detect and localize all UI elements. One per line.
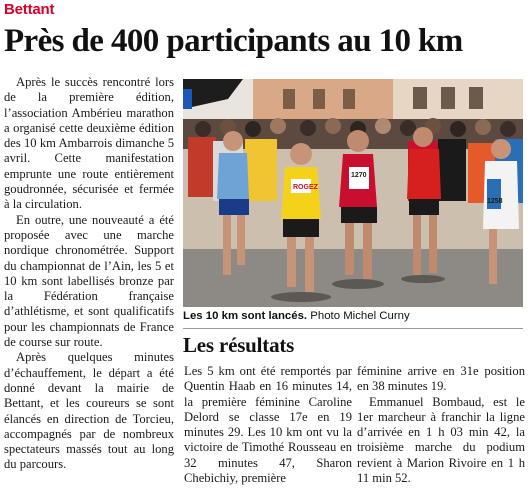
results-title: Les résultats <box>183 333 295 357</box>
article-headline: Près de 400 participants au 10 km <box>4 23 463 59</box>
results-paragraph: Emmanuel Bombaud, est le 1er marcheur à franchir la ligne d’arrivée en 1 h 03 min 42, la troisième marche du podium revient à Marion Rivoire en 1 h 11 min 52. <box>357 394 525 486</box>
results-paragraph: Les 5 km ont été remportés par Quentin Haab en 16 minutes 14, la première féminine Caroline Delord se classe 17e en 19 minutes 29. Les 10 km ont vu la victoire de Timothé Rousseau en 32 minutes 47, Sharon Chebichiy, première <box>184 364 352 486</box>
intro-paragraph: En outre, une nouveauté a été proposée avec une marche nordique chronométrée. Support du championnat de l’Ain, les 5 et 10 km sont labellisés bronze par la Fédération française d’athlétisme, et sont qualificatifs pour les championnats de France de course sur route. <box>4 212 174 350</box>
race-start-photo <box>183 79 523 307</box>
bib-number: ROGEZ <box>293 184 318 191</box>
runners-illustration <box>183 79 523 307</box>
intro-paragraph: Après quelques minutes d’échauffement, le départ a été donné devant la mairie de Bettant, et les coureurs se sont élancés en direction de Torcieu, accompagnés par de nombreux spectateurs massés tout au long du parcours. <box>4 350 174 472</box>
results-column-right <box>357 364 525 486</box>
section-divider <box>183 328 523 329</box>
photo-caption <box>183 310 528 322</box>
bib-number: 1270 <box>351 172 367 179</box>
results-paragraph: féminine arrive en 31e position en 38 minutes 19. <box>357 364 525 394</box>
section-kicker: Bettant <box>4 1 55 18</box>
bib-number: 1258 <box>487 198 503 205</box>
photo-credit: Photo Michel Curny <box>310 310 410 322</box>
caption-bold: Les 10 km sont lancés. <box>183 310 308 322</box>
article-intro-column <box>4 75 174 473</box>
intro-paragraph: Après le succès rencontré lors de la première édition, l’association Ambérieu marathon a organisé cette deuxième édition des 10 km Ambarrois dimanche 5 avril. Cette manifestation emprunte une route entièrement goudronnée, sécurisée et fermée à la circulation. <box>4 75 174 212</box>
results-column-left <box>184 364 352 486</box>
